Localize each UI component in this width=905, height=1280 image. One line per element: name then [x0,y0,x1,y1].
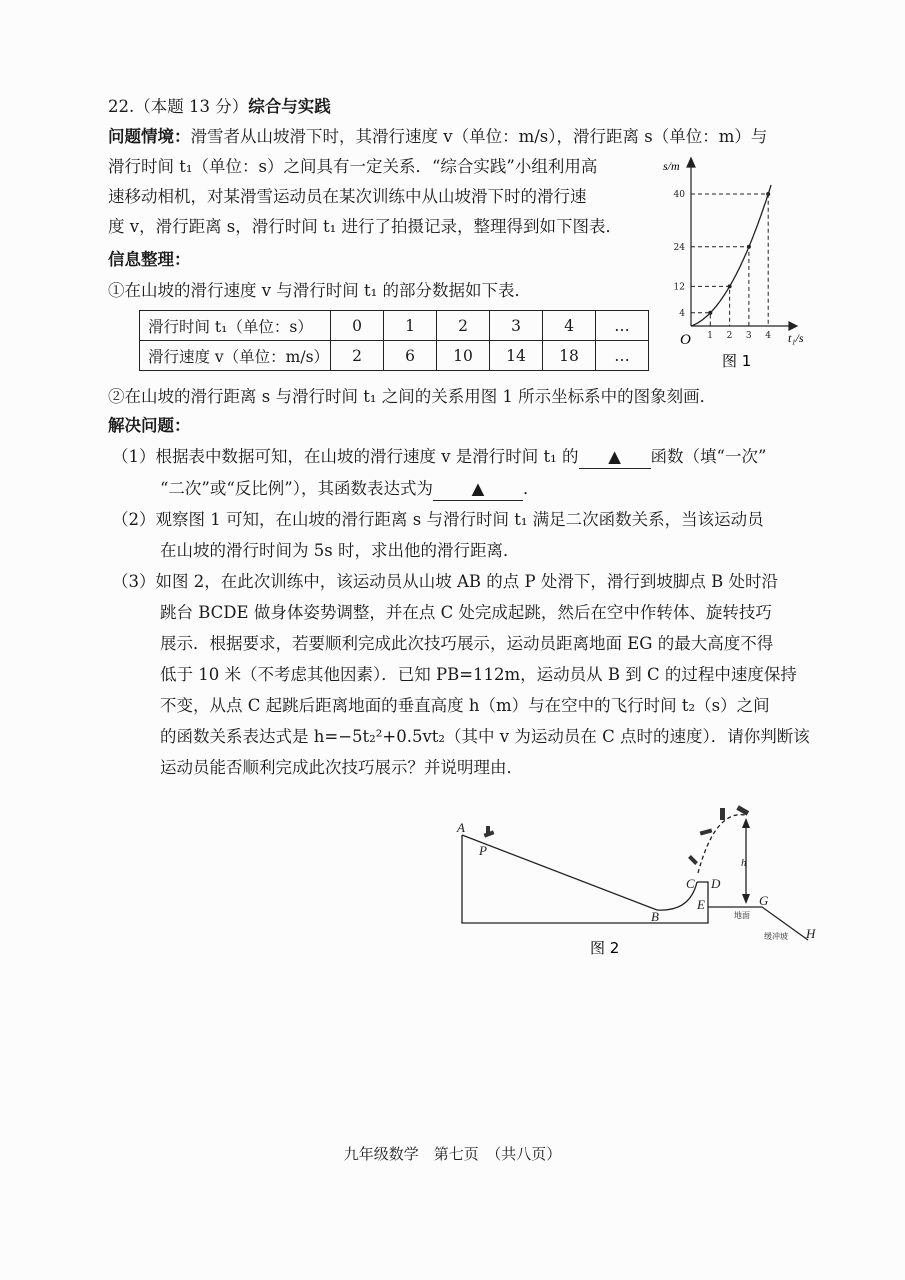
y-tick-label: 24 [673,242,685,253]
y-axis-label: s/m [663,159,680,173]
answer-blank[interactable]: ▲ [433,478,523,501]
situation-label: 问题情境： [108,127,191,146]
text: 的函数关系表达式是 h=−5t₂²+0.5vt₂（其中 v 为运动员在 C 点时的速度）．请你判断该 [160,727,810,746]
text: 在山坡的滑行时间为 5s 时，求出他的滑行距离． [160,541,520,560]
text: （3）如图 2，在此次训练中，该运动员从山坡 AB 的点 P 处滑下，滑行到坡脚点 B 处时沿 [112,572,778,591]
table-cell: 14 [490,341,543,371]
x-tick-label: 2 [726,331,733,341]
point-C: C [686,876,695,891]
flight-path [698,815,745,873]
x-tick-label: 1 [707,331,714,341]
text: 滑行时间 t₁（单位：s）之间具有一定关系．“综合实践”小组利用高 [108,157,598,176]
point-P: P [479,843,487,858]
problem-title: 综合与实践 [248,97,331,116]
y-axis-arrow [687,158,695,167]
x-axis-label: t₁/s [788,331,804,345]
data-point [766,192,770,196]
curve-series [691,185,771,326]
figure-2-caption: 图 2 [590,939,620,957]
table-cell: 2 [437,311,490,341]
point-B: B [651,909,659,924]
table-cell: … [596,311,649,341]
data-point [747,245,751,249]
info-label: 信息整理： [108,250,191,269]
table-cell: 10 [437,341,490,371]
text: ①在山坡的滑行速度 v 与滑行时间 t₁ 的部分数据如下表． [108,281,532,300]
page-footer: 九年级数学 第七页 （共八页） [343,1145,562,1163]
y-tick-label: 40 [673,190,685,200]
table-cell: 2 [331,341,384,371]
skier-icons [484,805,750,865]
x-tick-label: 4 [765,331,771,341]
y-tick-label: 4 [679,308,685,319]
table-cell: 6 [384,341,437,371]
guide-line [691,286,730,326]
text: 速移动相机，对某滑雪运动员在某次训练中从山坡滑下时的滑行速 [108,187,587,206]
table-row [140,311,649,341]
table-header: 滑行时间 t₁（单位：s） [140,311,331,341]
text: 滑雪者从山坡滑下时，其滑行速度 v（单位：m/s），滑行距离 s（单位：m）与 [190,127,768,146]
text: “二次”或“反比例”），其函数表达式为 [160,479,433,498]
text: 跳台 BCDE 做身体姿势调整，并在点 C 处完成起跳，然后在空中作转体、旋转技巧 [160,603,772,622]
answer-blank[interactable]: ▲ [579,446,651,469]
table-row [140,341,649,371]
text: 度 v，滑行距离 s，滑行时间 t₁ 进行了拍摄记录，整理得到如下图表． [108,217,623,236]
table-cell: 1 [384,311,437,341]
figure-2-diagram [440,790,840,970]
point-D: D [711,876,721,891]
solve-label: 解决问题： [108,416,191,435]
x-tick-label: 3 [745,331,752,341]
figure-1-caption: 图 1 [722,352,752,370]
text: ②在山坡的滑行距离 s 与滑行时间 t₁ 之间的关系用图 1 所示坐标系中的图象刻画． [108,387,717,406]
text: ． [523,479,540,498]
text: （1）根据表中数据可知，在山坡的滑行速度 v 是滑行时间 t₁ 的 [112,447,579,466]
table-header: 滑行速度 v（单位：m/s） [140,341,331,371]
point-G: G [759,893,769,908]
table-cell: 18 [543,341,596,371]
point-A: A [457,820,465,835]
table-cell: 0 [331,311,384,341]
point-H: H [806,926,816,941]
text: 函数（填“一次” [650,447,767,466]
ground-EG-slope-GH [708,907,808,940]
table-cell: … [596,341,649,371]
table-cell: 3 [490,311,543,341]
text: （2）观察图 1 可知，在山坡的滑行距离 s 与滑行时间 t₁ 满足二次函数关系，当该运动员 [112,510,764,529]
table-cell: 4 [543,311,596,341]
origin-label: O [680,332,691,348]
text: 不变，从点 C 起跳后距离地面的垂直高度 h（m）与在空中的飞行时间 t₂（s）之间 [160,696,770,715]
ground-label: 地面 [734,911,750,920]
y-tick-label: 12 [673,282,685,293]
text: 运动员能否顺利完成此次技巧展示？并说明理由． [160,758,523,777]
data-point [708,311,712,315]
data-point [728,284,732,288]
figure-1-graph [640,150,820,380]
point-E: E [697,897,705,912]
height-label: h [741,857,747,869]
buffer-slope-label: 缓冲坡 [764,932,788,941]
x-axis-arrow [789,322,797,330]
slope-AB [462,835,657,910]
text: 展示．根据要求，若要顺利完成此次技巧展示，运动员距离地面 EG 的最大高度不得 [160,634,774,653]
text: 低于 10 米（不考虑其他因素）．已知 PB=112m，运动员从 B 到 C 的过程中速度保持 [160,665,797,684]
problem-number: 22.（本题 13 分） [108,97,249,116]
data-table [139,310,649,371]
